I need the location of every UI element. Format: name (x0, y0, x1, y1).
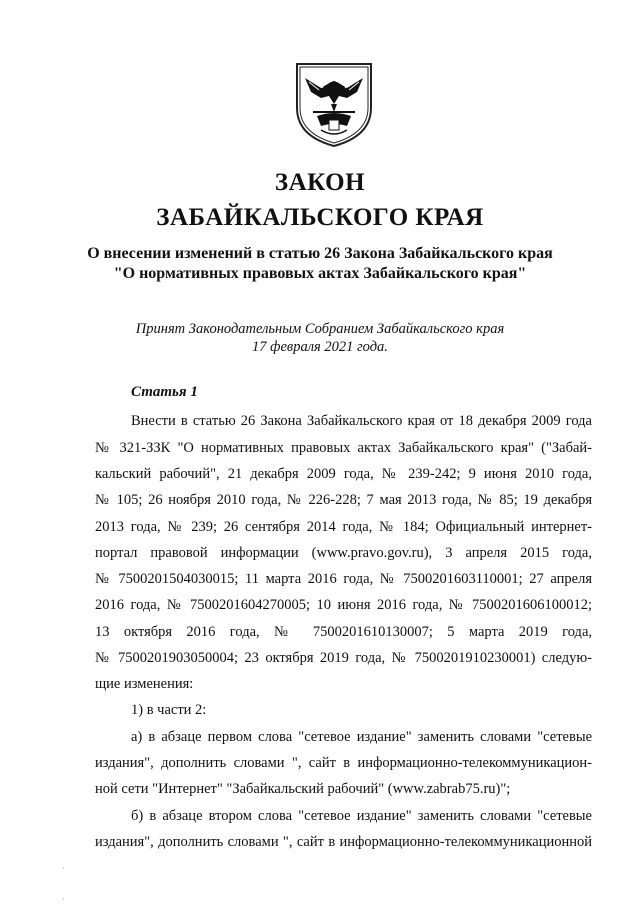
scan-speck: · (62, 895, 65, 904)
article-text-line: № 105; 26 ноября 2010 года, № 226-228; 7 мая 2013 года, № 85; 19 декабря (95, 492, 592, 508)
article-text-line: 2016 года, № 7500201604270005; 10 июня 2016 года, № 7500201606100012; (95, 597, 592, 613)
article-text-line: № 7500201903050004; 23 октября 2019 года, № 7500201910230001) следую- (95, 650, 592, 666)
article-text-line: 2013 года, № 239; 26 сентября 2014 года, № 184; Официальный интернет- (95, 519, 592, 535)
adoption-line: Принят Законодательным Собранием Забайкальского края (135, 321, 505, 337)
adoption-date: 17 февраля 2021 года. (252, 339, 388, 355)
item-b-line: б) в абзаце втором слова "сетевое издание" заменить словами "сетевые (131, 808, 592, 824)
article-text-line: 13 октября 2016 года, № 7500201610130007; 5 марта 2019 года, (95, 624, 592, 640)
law-region-title: ЗАБАЙКАЛЬСКОГО КРАЯ (156, 204, 484, 231)
article-heading: Статья 1 (131, 384, 198, 400)
law-subtitle (60, 244, 580, 284)
item-a-line: ной сети "Интернет" "Забайкальский рабочий" (www.zabrab75.ru)"; (95, 781, 511, 797)
scan-speck: · (62, 864, 65, 873)
subtitle-line: "О нормативных правовых актах Забайкальского края" (113, 265, 527, 282)
article-text-line: портал правовой информации (www.pravo.gov.ru), 3 апреля 2015 года, (95, 545, 592, 561)
article-text-line: щие изменения: (95, 676, 194, 692)
article-text-line: Внести в статью 26 Закона Забайкальского края от 18 декабря 2009 года (131, 413, 592, 429)
article-text-line: № 7500201504030015; 11 марта 2016 года, № 7500201603110001; 27 апреля (95, 571, 592, 587)
adoption-note (80, 320, 560, 356)
coat-of-arms-emblem (291, 60, 377, 148)
article-text-line: № 321-ЗЗК "О нормативных правовых актах Забайкальского края" ("Забай- (95, 440, 592, 456)
subtitle-line: О внесении изменений в статью 26 Закона Забайкальского края (87, 245, 553, 262)
item-b-line: издания", дополнить словами ", сайт в информационно-телекоммуникационной (95, 834, 592, 850)
law-title: ЗАКОН (274, 169, 366, 196)
article-text-line: кальский рабочий", 21 декабря 2009 года, № 239-242; 9 июня 2010 года, (95, 466, 592, 482)
part-label: 1) в части 2: (131, 702, 207, 718)
item-a-line: издания", дополнить словами ", сайт в информационно-телекоммуникацион- (95, 755, 592, 771)
item-a-line: а) в абзаце первом слова "сетевое издание" заменить словами "сетевые (131, 729, 592, 745)
